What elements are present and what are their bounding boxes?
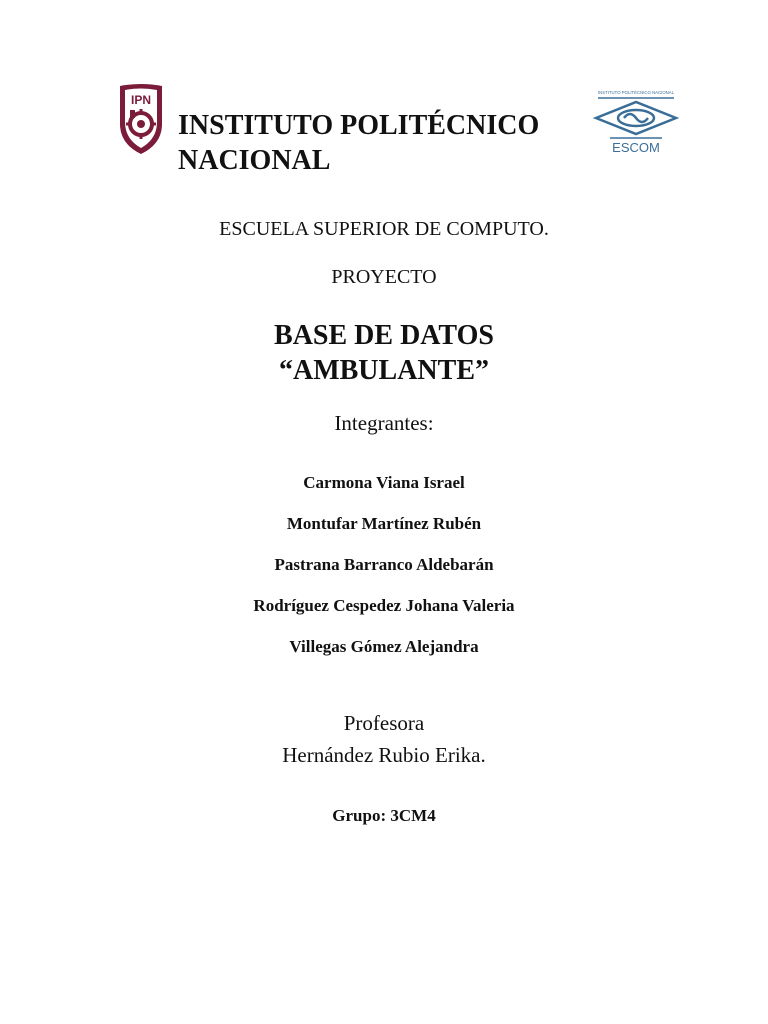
institution-title <box>178 108 578 178</box>
escom-logo-top-text: INSTITUTO POLITÉCNICO NACIONAL <box>597 90 675 95</box>
school-name: ESCUELA SUPERIOR DE COMPUTO. <box>219 218 549 240</box>
institution-title-line2: NACIONAL <box>178 145 331 176</box>
project-label: PROYECTO <box>331 266 437 288</box>
project-title <box>0 318 768 388</box>
ipn-logo <box>116 84 166 156</box>
institution-title-line1: INSTITUTO POLITÉCNICO <box>178 110 540 141</box>
member-name: Villegas Gómez Alejandra <box>289 637 479 656</box>
escom-logo-label: ESCOM <box>612 140 660 155</box>
project-title-line1: BASE DE DATOS <box>274 320 494 351</box>
member-name: Montufar Martínez Rubén <box>286 514 482 533</box>
professor-name: Hernández Rubio Erika. <box>282 743 486 767</box>
ipn-logo-text: IPN <box>130 93 152 107</box>
group-label: Grupo: 3CM4 <box>332 806 436 825</box>
member-name: Pastrana Barranco Aldebarán <box>274 555 494 574</box>
member-name: Rodríguez Cespedez Johana Valeria <box>253 596 515 615</box>
escom-logo <box>590 88 682 158</box>
members-label: Integrantes: <box>334 411 434 435</box>
professor-label: Profesora <box>343 711 425 735</box>
project-title-line2: “AMBULANTE” <box>278 355 489 386</box>
member-name: Carmona Viana Israel <box>303 473 465 492</box>
